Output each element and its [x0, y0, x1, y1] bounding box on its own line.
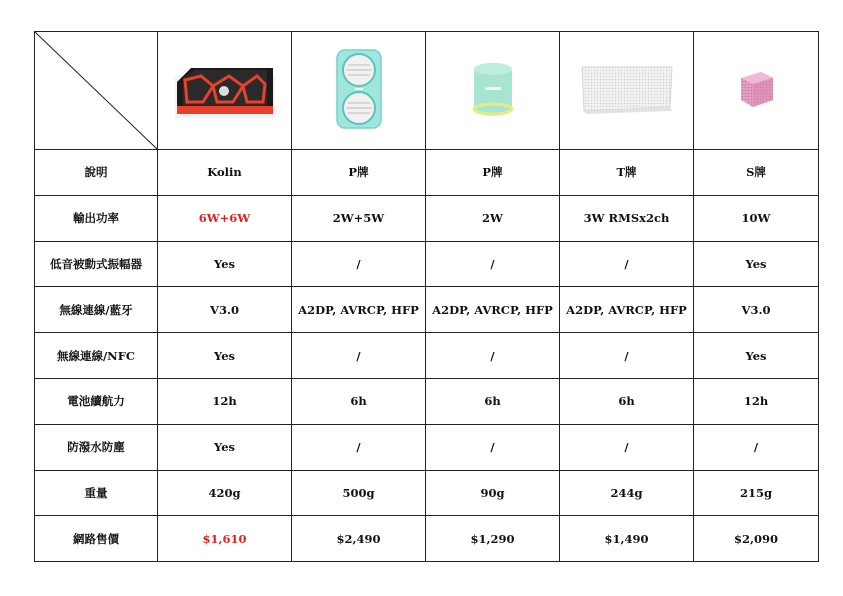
table-cell: 6h [560, 378, 694, 424]
row-label: 重量 [35, 470, 158, 516]
speaker-mint-round-icon [470, 59, 516, 119]
row-label: 說明 [35, 150, 158, 196]
table-cell: 420g [158, 470, 292, 516]
table-cell: $2,490 [292, 516, 426, 562]
row-label: 防潑水防塵 [35, 424, 158, 470]
table-cell: V3.0 [694, 287, 819, 333]
row-label: 輸出功率 [35, 195, 158, 241]
image-row [35, 32, 819, 150]
table-cell: $2,090 [694, 516, 819, 562]
table-cell: P牌 [292, 150, 426, 196]
table-cell: / [292, 241, 426, 287]
table-cell: 500g [292, 470, 426, 516]
table-cell: 6h [292, 378, 426, 424]
speaker-mint-dual-icon [334, 48, 384, 130]
row-label: 無線連線/NFC [35, 333, 158, 379]
t-brand-speaker-photo [560, 32, 694, 150]
table-cell: 10W [694, 195, 819, 241]
table-row [35, 378, 819, 424]
s-brand-speaker-photo [694, 32, 819, 150]
table-row [35, 424, 819, 470]
diagonal-line [35, 32, 157, 149]
table-cell: / [426, 333, 560, 379]
table-cell: / [426, 241, 560, 287]
table-cell: Yes [158, 241, 292, 287]
table-cell: Kolin [158, 150, 292, 196]
row-label: 電池續航力 [35, 378, 158, 424]
table-row [35, 333, 819, 379]
table-cell: 3W RMSx2ch [560, 195, 694, 241]
table-cell: / [560, 333, 694, 379]
table-cell: $1,610 [158, 516, 292, 562]
table-row [35, 195, 819, 241]
table-cell: 12h [694, 378, 819, 424]
table-cell: 6h [426, 378, 560, 424]
table-cell: 2W+5W [292, 195, 426, 241]
corner-diagonal-cell [35, 32, 158, 150]
row-label: 無線連線/藍牙 [35, 287, 158, 333]
table-cell: 2W [426, 195, 560, 241]
table-cell: 12h [158, 378, 292, 424]
table-cell: Yes [694, 241, 819, 287]
table-cell: A2DP, AVRCP, HFP [560, 287, 694, 333]
p-brand-speaker-photo-2 [426, 32, 560, 150]
table-cell: / [560, 241, 694, 287]
table-cell: S牌 [694, 150, 819, 196]
table-cell: A2DP, AVRCP, HFP [426, 287, 560, 333]
table-cell: A2DP, AVRCP, HFP [292, 287, 426, 333]
row-label: 低音被動式振幅器 [35, 241, 158, 287]
table-cell: Yes [158, 333, 292, 379]
speaker-red-black-icon [173, 58, 277, 120]
table-cell: V3.0 [158, 287, 292, 333]
comparison-table [34, 31, 819, 562]
p-brand-speaker-photo-1 [292, 32, 426, 150]
table-cell: / [560, 424, 694, 470]
table-cell: / [694, 424, 819, 470]
table-cell: 90g [426, 470, 560, 516]
table-cell: 6W+6W [158, 195, 292, 241]
speaker-pink-cube-icon [735, 68, 777, 110]
kolin-speaker-photo [158, 32, 292, 150]
table-cell: $1,290 [426, 516, 560, 562]
table-cell: / [426, 424, 560, 470]
speaker-white-bar-icon [578, 63, 676, 115]
table-cell: / [292, 424, 426, 470]
table-row [35, 470, 819, 516]
table-cell: $1,490 [560, 516, 694, 562]
table-cell: T牌 [560, 150, 694, 196]
row-label: 網路售價 [35, 516, 158, 562]
table-cell: 215g [694, 470, 819, 516]
table-cell: Yes [694, 333, 819, 379]
table-row [35, 150, 819, 196]
table-row [35, 241, 819, 287]
table-row [35, 287, 819, 333]
table-cell: P牌 [426, 150, 560, 196]
table-cell: Yes [158, 424, 292, 470]
table-cell: 244g [560, 470, 694, 516]
table-row [35, 516, 819, 562]
table-cell: / [292, 333, 426, 379]
